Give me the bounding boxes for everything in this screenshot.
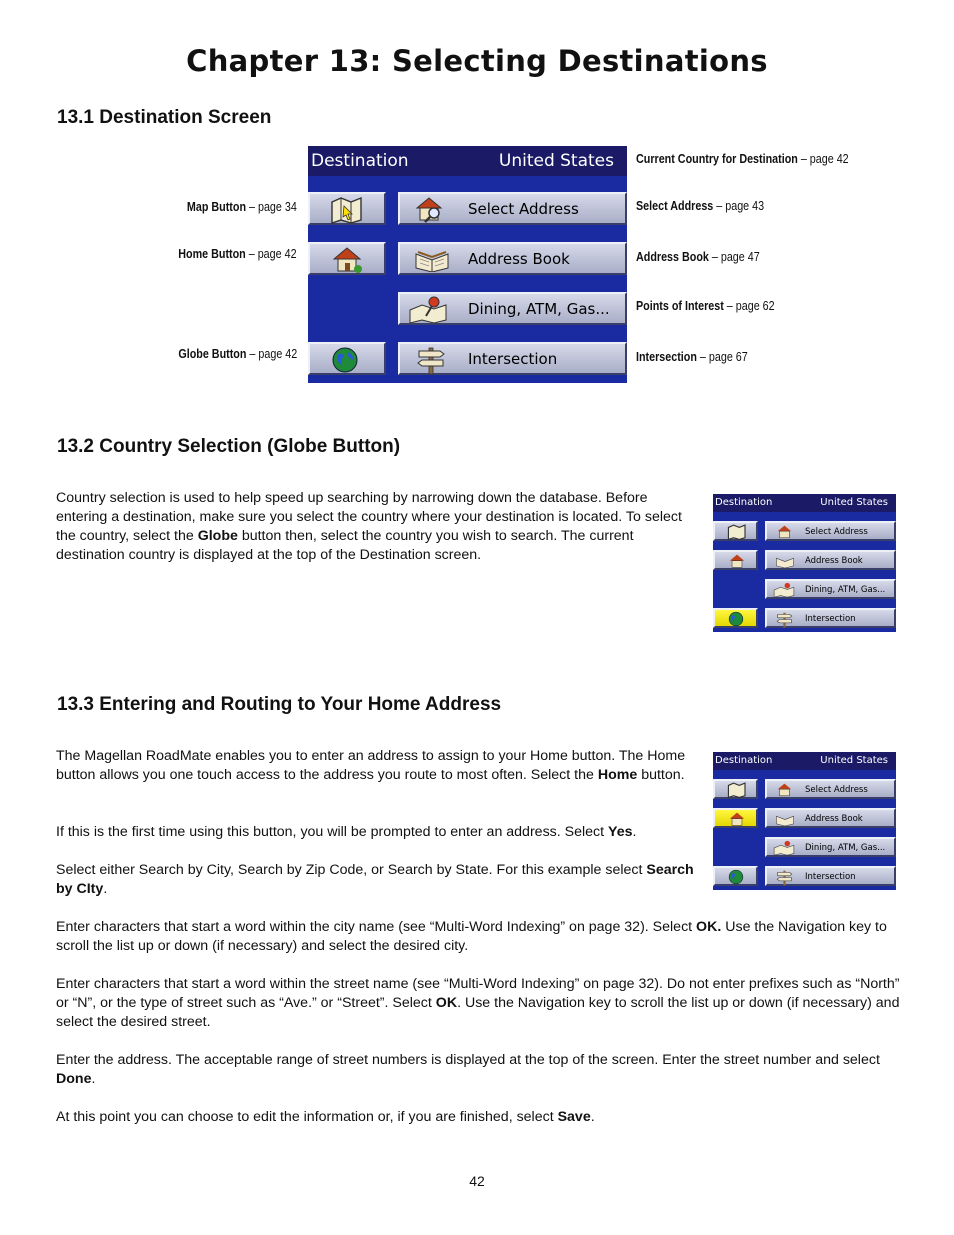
globe-icon — [330, 346, 360, 374]
map-pin-icon — [773, 840, 795, 856]
globe-button[interactable] — [308, 342, 386, 375]
address-book-label: Address Book — [805, 556, 863, 566]
screen-header — [308, 146, 627, 176]
signpost-icon — [776, 869, 793, 886]
home-paragraph-2: If this is the first time using this button, you will be prompted to enter an address. Select Yes. — [56, 824, 637, 840]
section-heading-13-1: 13.1 Destination Screen — [57, 107, 272, 128]
home-paragraph-5: Enter characters that start a word within the street name (see “Multi-Word Indexing” on page 32). Do not enter prefixes such as “North” or “N”, or the type of street such as “Ave.” or “Street”. Select OK. Use the Navigation key to scroll the list up or down (if necessary) and select the desired street. — [56, 976, 900, 1030]
intersection-label: Intersection — [805, 872, 856, 882]
home-paragraph-3: Select either Search by City, Search by Zip Code, or Search by State. For this example select Search by CIty. — [56, 862, 694, 897]
home-icon — [727, 553, 747, 569]
screen-country: United States — [498, 151, 614, 171]
globe-icon — [727, 611, 745, 627]
destination-screen-globe-highlighted — [713, 494, 896, 632]
points-of-interest-button[interactable] — [765, 579, 896, 599]
house-search-icon — [414, 195, 446, 224]
screen-title: Destination — [715, 755, 773, 766]
intersection-label: Intersection — [805, 614, 856, 624]
chapter-title: Chapter 13: Selecting Destinations — [186, 44, 768, 78]
points-of-interest-button[interactable] — [765, 837, 896, 857]
country-selection-paragraph: Country selection is used to help speed up searching by narrowing down the database. Before entering a destination, make sure you select the country where your destination is located. To select the country, select the Globe button then, select the country you wish to search. The current destination country is displayed at the top of the Destination screen. — [56, 490, 682, 563]
address-book-button[interactable] — [765, 550, 896, 570]
callout-map-button: Map Button – page 34 — [187, 200, 297, 214]
section-heading-13-2: 13.2 Country Selection (Globe Button) — [57, 436, 401, 457]
screen-title: Destination — [311, 151, 409, 171]
select-address-button[interactable] — [765, 779, 896, 799]
dining-atm-gas-label: Dining, ATM, Gas... — [468, 300, 610, 318]
callout-intersection: Intersection – page 67 — [636, 350, 748, 364]
book-icon — [414, 246, 450, 272]
house-search-icon — [775, 782, 795, 798]
intersection-button[interactable] — [398, 342, 627, 375]
home-button[interactable] — [308, 242, 386, 275]
select-address-button[interactable] — [765, 521, 896, 541]
dining-atm-gas-label: Dining, ATM, Gas... — [805, 843, 886, 853]
intersection-button[interactable] — [765, 866, 896, 886]
home-paragraph-4: Enter characters that start a word within the city name (see “Multi-Word Indexing” on page 32). Select OK. Use the Navigation key to scroll the list up or down (if necessary) and select the desired city. — [56, 919, 887, 954]
intersection-button[interactable] — [765, 608, 896, 628]
screen-country: United States — [820, 497, 888, 508]
address-book-button[interactable] — [398, 242, 627, 275]
screen-title: Destination — [715, 497, 773, 508]
map-icon — [727, 524, 747, 540]
screen-header — [713, 494, 896, 512]
globe-button[interactable] — [713, 866, 758, 886]
callout-address-book: Address Book – page 47 — [636, 250, 760, 264]
select-address-label: Select Address — [805, 527, 868, 537]
select-address-label: Select Address — [805, 785, 868, 795]
address-book-button[interactable] — [765, 808, 896, 828]
callout-globe-button: Globe Button – page 42 — [178, 347, 297, 361]
globe-button-highlighted[interactable] — [713, 608, 758, 628]
destination-screen-large — [308, 146, 627, 383]
house-search-icon — [775, 524, 795, 540]
dining-atm-gas-label: Dining, ATM, Gas... — [805, 585, 886, 595]
map-pin-icon — [408, 296, 448, 324]
page-number: 42 — [469, 1173, 485, 1189]
points-of-interest-button[interactable] — [398, 292, 627, 325]
map-button[interactable] — [713, 779, 758, 799]
map-button[interactable] — [308, 192, 386, 225]
callout-current-country: Current Country for Destination – page 42 — [636, 152, 849, 166]
signpost-icon — [416, 345, 446, 375]
signpost-icon — [776, 611, 793, 628]
section-heading-13-3: 13.3 Entering and Routing to Your Home Address — [57, 694, 502, 715]
home-button-highlighted[interactable] — [713, 808, 758, 828]
callout-select-address: Select Address – page 43 — [636, 199, 765, 213]
callout-home-button: Home Button – page 42 — [178, 247, 297, 261]
address-book-label: Address Book — [468, 250, 570, 268]
intersection-label: Intersection — [468, 350, 558, 368]
book-icon — [775, 554, 795, 568]
callout-points-of-interest: Points of Interest – page 62 — [636, 299, 775, 313]
select-address-button[interactable] — [398, 192, 627, 225]
screen-header — [713, 752, 896, 770]
home-paragraph-1: The Magellan RoadMate enables you to enter an address to assign to your Home button. The Home button allows you one touch access to the address you route to most often. Select the Home button. — [56, 748, 686, 783]
home-paragraph-6: Enter the address. The acceptable range of street numbers is displayed at the top of the screen. Enter the street number and select Done. — [56, 1052, 880, 1087]
map-icon — [727, 782, 747, 798]
map-pin-icon — [773, 582, 795, 598]
home-icon — [330, 245, 364, 274]
book-icon — [775, 812, 795, 826]
destination-screen-home-section — [713, 752, 896, 890]
map-icon — [330, 196, 364, 224]
map-button[interactable] — [713, 521, 758, 541]
globe-icon — [727, 869, 745, 885]
home-icon — [727, 811, 747, 827]
address-book-label: Address Book — [805, 814, 863, 824]
select-address-label: Select Address — [468, 200, 579, 218]
home-button[interactable] — [713, 550, 758, 570]
home-paragraph-7: At this point you can choose to edit the information or, if you are finished, select Save. — [56, 1109, 595, 1125]
screen-country: United States — [820, 755, 888, 766]
